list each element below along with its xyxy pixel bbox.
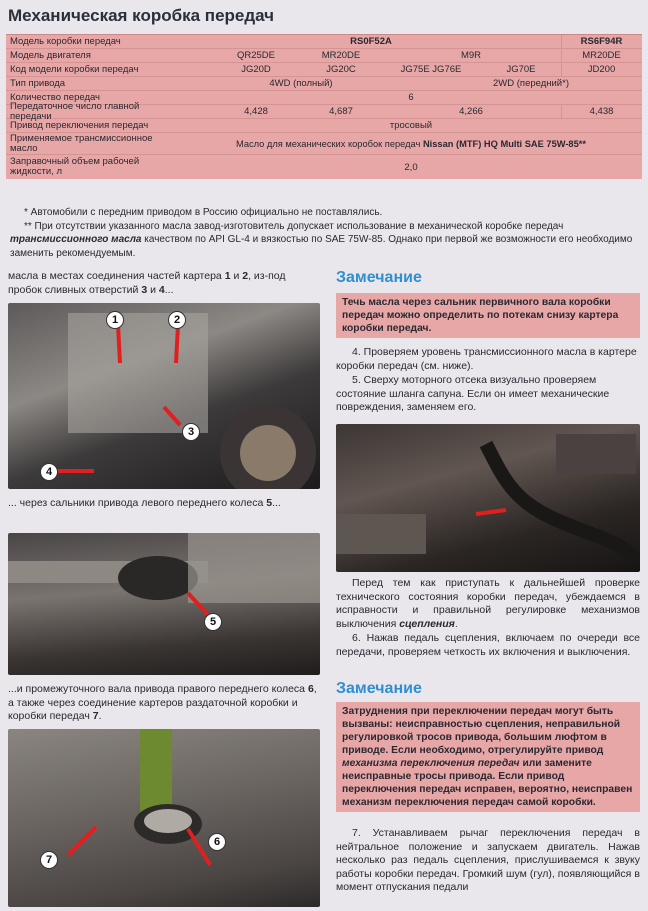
row-label: Привод переключения передач: [10, 119, 149, 131]
table-row: [6, 77, 642, 91]
row-label: Применяемое трансмиссионное масло: [10, 132, 153, 154]
cell: M9R: [460, 50, 482, 61]
text: ...: [164, 283, 174, 296]
table-footnotes: [10, 206, 638, 260]
cell: тросовый: [389, 120, 433, 131]
term: сцепления: [399, 617, 455, 630]
row-label: Код модели коробки передач: [10, 63, 139, 75]
left-text-1: [8, 270, 318, 297]
cell: 4,438: [561, 105, 641, 118]
text: , из-под пробок сливных отверстий: [8, 270, 286, 296]
photo-gearbox-2: [8, 533, 320, 675]
footnote-2: [10, 220, 638, 261]
table-row: [6, 63, 642, 77]
table-row: [6, 119, 642, 133]
note-box: Течь масла через сальник первичного вала коробки передач можно определить по потекам снизу картера коробки передач.: [336, 293, 640, 338]
photo-breather-hose: [336, 424, 640, 572]
cell: JG20D: [241, 64, 271, 75]
photo-tag: 6: [208, 833, 226, 851]
left-text-2: [8, 497, 318, 511]
row-label: Модель коробки передач: [10, 35, 121, 47]
ref: 7: [92, 710, 99, 722]
page-title: Механическая коробка передач: [8, 6, 275, 25]
step-4: 4. Проверяем уровень трансмиссионного масла в картере коробки передач (см. ниже).: [336, 346, 637, 372]
left-text-3: [8, 683, 318, 724]
photo-tag: 3: [182, 423, 200, 441]
oil-brand: Nissan (MTF) HQ Multi SAE 75W-85**: [422, 138, 587, 149]
text: ...и промежуточного вала привода правого переднего колеса: [8, 683, 306, 695]
table-row: [6, 155, 642, 179]
row-label: Тип привода: [10, 77, 66, 89]
photo-tag: 7: [40, 851, 58, 869]
text: ... через сальники привода левого переднего колеса: [8, 497, 264, 509]
photo-tag: 1: [106, 311, 124, 329]
cell: JG75E JG76E: [400, 64, 462, 75]
note-heading: Замечание: [336, 680, 422, 697]
cell: JD200: [561, 63, 641, 76]
cell: 2,0: [404, 161, 418, 173]
cell: 4,687: [329, 106, 353, 117]
text: , а также через соединение картеров раздаточной коробки и коробки передач: [8, 683, 317, 722]
row-label: Заправочный объем рабочей жидкости, л: [10, 156, 140, 177]
ref: 4: [158, 283, 165, 296]
term: механизма переключения передач: [342, 758, 520, 769]
note-heading: Замечание: [336, 269, 422, 286]
cell: [181, 133, 641, 154]
photo-tag: 4: [40, 463, 58, 481]
cell: 2WD (передний*): [493, 78, 569, 89]
row-label: Передаточное число главной передачи: [10, 100, 140, 122]
ref: 3: [141, 283, 148, 296]
footnote-2-a: ** При отсутствии указанного масла завод-изготовитель допускает использование в механической коробке передач: [24, 220, 564, 232]
ref: 1: [224, 270, 231, 282]
cell: 4,266: [459, 106, 483, 117]
note-box: [336, 702, 640, 812]
footnote-1: * Автомобили с передним приводом в Россию официально не поставлялись.: [24, 207, 383, 218]
text: масла в местах соединения частей картера: [8, 270, 222, 282]
ref: 2: [242, 270, 249, 282]
oil-text: Масло для механических коробок передач: [235, 138, 421, 149]
cell: 4,428: [244, 106, 268, 117]
text: или замените неисправные тросы привода. Если привод переключения передач исправен, вероятно, неисправен механизм переключения передач самой коробки.: [342, 758, 633, 808]
footnote-2-c: качеством по API GL-4 и вязкостью по SAE 75W-85. Однако при первой же возможности его необходимо заменить рекомендуемым.: [10, 234, 633, 259]
step-7: 7. Устанавливаем рычаг переключения передач в нейтральное положение и запускаем двигатель. Нажав несколько раз педаль сцепления, прислушиваемся к звуку работы коробки передач. Громкий шум (гул), появляющийся в момент отпускания педали: [336, 827, 640, 893]
cell: JG70E: [506, 64, 536, 75]
cell: 4WD (полный): [269, 78, 333, 89]
text: Перед тем как приступать к дальнейшей проверке технического состояния коробки передач, убеждаемся в исправности и правильной регулировке механизмов выключения: [336, 577, 640, 630]
cell: MR20DE: [321, 50, 361, 61]
step-6: 6. Нажав педаль сцепления, включаем по очереди все передачи, проверяем четкость их включения и выключения.: [336, 632, 640, 658]
table-row: [6, 100, 642, 122]
cell: RS6F94R: [561, 35, 641, 48]
table-row: [6, 35, 642, 49]
text: ...: [272, 497, 281, 509]
row-label: Количество передач: [10, 91, 101, 103]
table-row: [6, 133, 642, 155]
ref: 5: [266, 497, 273, 509]
photo-tag: 2: [168, 311, 186, 329]
cell: RS0F52A: [350, 36, 392, 47]
text: и: [233, 270, 240, 282]
cell: JG20C: [326, 64, 356, 75]
photo-gearbox-1: [8, 303, 320, 489]
table-row: [6, 49, 642, 63]
cell: QR25DE: [236, 50, 275, 61]
text: Затруднения при переключении передач могут быть вызваны: неисправностью сцепления, неправильной регулировкой тросов привода, большим люфтом в приводе. Если необходимо, отрегулируйте привод: [342, 706, 621, 756]
photo-breather-hose-drawing: [336, 424, 640, 572]
cell: MR20DE: [561, 49, 641, 62]
footnote-2-b: трансмиссионного масла: [10, 234, 142, 245]
row-label: Модель двигателя: [10, 49, 91, 61]
photo-gearbox-3-drawing: [8, 729, 320, 907]
photo-gearbox-2-drawing: [8, 533, 320, 675]
photo-gearbox-1-drawing: [8, 303, 320, 489]
photo-tag: 5: [204, 613, 222, 631]
cell: 6: [408, 92, 414, 103]
spec-table: [6, 34, 642, 179]
ref: 6: [307, 683, 314, 695]
text: и: [150, 283, 156, 296]
photo-gearbox-3: [8, 729, 320, 907]
paragraph-clutch: [336, 577, 640, 631]
text: .: [454, 617, 458, 630]
step-5: 5. Сверху моторного отсека визуально проверяем состояние шланга сапуна. Если он имеет механические повреждения, заменяем его.: [336, 374, 610, 413]
text: .: [98, 710, 102, 722]
